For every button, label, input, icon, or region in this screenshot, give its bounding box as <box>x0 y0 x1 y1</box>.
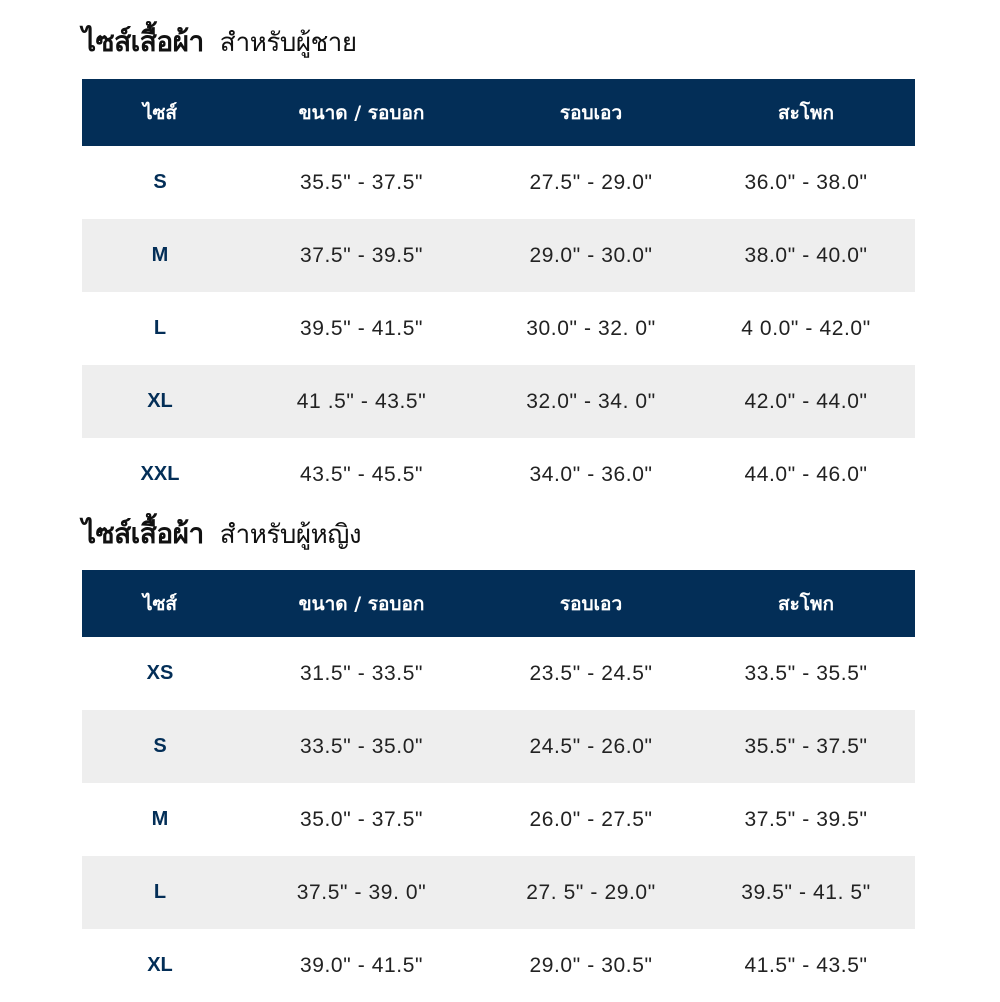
waist-cell: 27. 5" - 29.0" <box>526 880 656 904</box>
size-cell: XS <box>146 662 174 684</box>
men-title-normal: สำหรับผู้ชาย <box>219 28 357 58</box>
header-chest: ขนาด / รอบอก <box>298 592 425 615</box>
chest-cell: 43.5" - 45.5" <box>299 462 424 486</box>
waist-cell: 23.5" - 24.5" <box>529 661 653 685</box>
table-row <box>82 365 915 438</box>
header-chest: ขนาด / รอบอก <box>298 101 425 124</box>
men-section-title <box>82 20 357 64</box>
table-row <box>82 710 915 783</box>
hip-cell: 35.5" - 37.5" <box>744 734 868 758</box>
hip-cell: 37.5" - 39.5" <box>744 807 868 831</box>
waist-cell: 29.0" - 30.5" <box>529 953 653 977</box>
size-cell: L <box>153 317 167 339</box>
hip-cell: 41.5" - 43.5" <box>744 953 868 977</box>
hip-cell: 44.0" - 46.0" <box>744 462 868 486</box>
women-table-header <box>82 570 915 637</box>
chest-cell: 33.5" - 35.0" <box>299 734 424 758</box>
size-cell: M <box>151 244 169 266</box>
chest-cell: 39.5" - 41.5" <box>299 316 424 340</box>
women-title-bold: ไซส์เสื้อผ้า <box>82 517 204 550</box>
table-row <box>82 438 915 511</box>
header-waist: รอบเอว <box>559 101 623 124</box>
chest-cell: 41 .5" - 43.5" <box>296 389 427 413</box>
men-table-header <box>82 79 915 146</box>
waist-cell: 30.0" - 32. 0" <box>526 316 656 340</box>
size-cell: S <box>153 171 167 193</box>
table-row <box>82 219 915 292</box>
hip-cell: 36.0" - 38.0" <box>744 170 868 194</box>
men-title-bold: ไซส์เสื้อผ้า <box>82 25 204 58</box>
size-cell: M <box>151 808 169 830</box>
waist-cell: 29.0" - 30.0" <box>529 243 653 267</box>
table-row <box>82 292 915 365</box>
size-cell: XXL <box>140 463 180 485</box>
chest-cell: 35.5" - 37.5" <box>299 170 424 194</box>
hip-cell: 42.0" - 44.0" <box>744 389 868 413</box>
size-cell: XL <box>147 390 173 412</box>
table-row <box>82 856 915 929</box>
table-row <box>82 146 915 219</box>
table-row <box>82 929 915 1002</box>
header-waist: รอบเอว <box>559 592 623 615</box>
hip-cell: 38.0" - 40.0" <box>744 243 868 267</box>
hip-cell: 33.5" - 35.5" <box>744 661 868 685</box>
hip-cell: 39.5" - 41. 5" <box>741 880 871 904</box>
header-size: ไซส์ <box>142 592 178 615</box>
size-cell: XL <box>147 954 173 976</box>
table-row <box>82 637 915 710</box>
chest-cell: 39.0" - 41.5" <box>299 953 424 977</box>
women-section-title <box>82 512 361 556</box>
chest-cell: 37.5" - 39. 0" <box>296 880 427 904</box>
header-size: ไซส์ <box>142 101 178 124</box>
women-size-table <box>82 570 915 1002</box>
men-size-table <box>82 79 915 511</box>
chest-cell: 31.5" - 33.5" <box>299 661 424 685</box>
chest-cell: 37.5" - 39.5" <box>299 243 424 267</box>
waist-cell: 26.0" - 27.5" <box>529 807 653 831</box>
hip-cell: 4 0.0" - 42.0" <box>741 316 871 340</box>
chest-cell: 35.0" - 37.5" <box>299 807 424 831</box>
size-cell: L <box>153 881 167 903</box>
waist-cell: 32.0" - 34. 0" <box>526 389 656 413</box>
women-title-normal: สำหรับผู้หญิง <box>219 520 362 550</box>
size-cell: S <box>153 735 167 757</box>
table-row <box>82 783 915 856</box>
header-hip: สะโพก <box>777 592 835 615</box>
waist-cell: 34.0" - 36.0" <box>529 462 653 486</box>
waist-cell: 27.5" - 29.0" <box>529 170 653 194</box>
header-hip: สะโพก <box>777 101 835 124</box>
waist-cell: 24.5" - 26.0" <box>529 734 653 758</box>
